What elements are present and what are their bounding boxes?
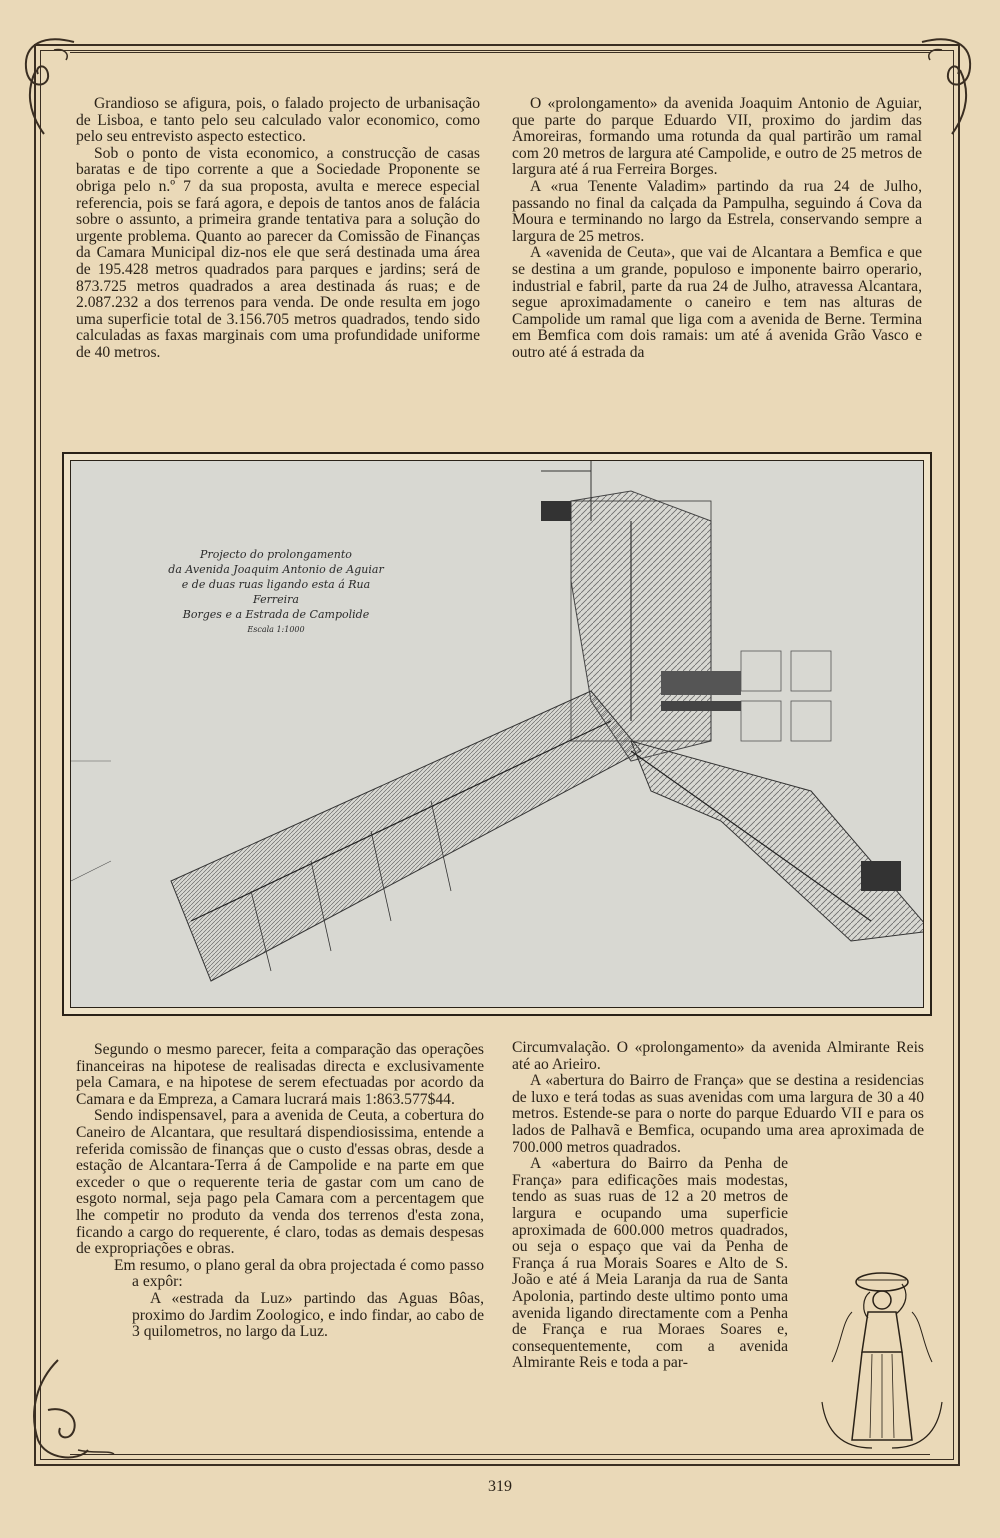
paragraph: A «abertura do Bairro de França» que se destina a residencias de luxo e terá todas as suas avenidas com uma largura de 30 a 40 metros. Estende-se para o norte do parque Eduardo VII e para os lados de Palhavã e Bemfica, ocupando uma area aproximada de 700.000 metros quadrados. bbox=[512, 1072, 924, 1156]
map-caption-line: da Avenida Joaquim Antonio de Aguiar bbox=[168, 563, 384, 576]
paragraph: Sendo indispensavel, para a avenida de Ceuta, a cobertura do Caneiro de Alcantara, que resultará dispendiosissima, entende a referida comissão de finanças que o custo d'essas obras, desde a estação de Alcantara-Terra á de Campolide e na parte em que exceder o que o requerente teria de gastar com um cano de esgoto normal, seja pago pela Camara com a percentagem que lhe competir no produto da venda dos terrenos d'esta zona, ficando a cargo do requerente, é claro, todas as demais despesas de expropriações e obras. bbox=[76, 1107, 484, 1258]
map-caption bbox=[161, 547, 391, 637]
paragraph: O «prolongamento» da avenida Joaquim Antonio de Aguiar, que parte do parque Eduardo VII, proximo do jardim das Amoreiras, formando uma rotunda da qual partirão um ramal com 20 metros de largura até Campolide, e outro de 25 metros de largura até á rua Ferreira Borges. bbox=[512, 95, 922, 179]
summary-item: A «estrada da Luz» partindo das Aguas Bôas, proximo do Jardim Zoologico, e indo findar, ao cabo de 3 quilometros, no largo da Luz. bbox=[132, 1289, 484, 1341]
ornament-top-left-icon bbox=[14, 30, 84, 140]
text-column-top-right bbox=[512, 96, 922, 362]
city-plan-map-icon bbox=[71, 461, 923, 1007]
paragraph: A «avenida de Ceuta», que vai de Alcantara a Bemfica e que se destina a um grande, populoso e imponente bairro operario, industrial e fabril, parte da rua 24 de Julho, atravessa Alcantara, segue aproximadamente o caneiro e tem nas alturas de Campolide um ramal que liga com a avenida de Berne. Termina em Bemfica com dois ramais: um até á avenida Grão Vasco e outro até á estrada da bbox=[512, 244, 922, 361]
map-figure bbox=[62, 452, 932, 1016]
map-caption-line: Projecto do prolongamento bbox=[200, 548, 352, 561]
woman-carrying-basket-icon bbox=[812, 1262, 952, 1452]
text-column-bottom-left bbox=[76, 1042, 484, 1341]
paragraph: Grandioso se afigura, pois, o falado projecto de urbanisação de Lisboa, e tanto pelo seu calculado valor economico, como pelo seu entrevisto aspecto estectico. bbox=[76, 95, 480, 146]
ornament-top-right-icon bbox=[912, 30, 982, 140]
map-caption-line: e de duas ruas ligando esta á Rua Ferreira bbox=[181, 578, 371, 606]
border-rule-top bbox=[70, 52, 930, 53]
text-column-top-left bbox=[76, 96, 480, 362]
paragraph: A «abertura do Bairro da Penha de França» para edificações mais modestas, tendo as suas ruas de 12 a 20 metros de largura e ocupando uma superficie aproximada de 600.000 metros quadrados, ou seja o espaço que vai da Penha de França á rua Morais Soares e Alto de S. João e até á Meia Laranja da rua de Santa Apolonia, partindo deste ultimo ponto uma avenida ligando directamente com a Penha de França e rua Moraes Soares e, consequentemente, com a avenida Almirante Reis e toda a par- bbox=[512, 1155, 788, 1372]
map-plate bbox=[70, 460, 924, 1008]
paragraph: A «rua Tenente Valadim» partindo da rua 24 de Julho, passando no final da calçada da Pampulha, seguindo á Cova da Moura e terminando no largo da Estrela, conservando sempre a largura de 25 metros. bbox=[512, 177, 922, 245]
page-number: 319 bbox=[488, 1478, 512, 1495]
map-scale-note: Escala 1:1000 bbox=[247, 625, 305, 634]
paragraph: Sob o ponto de vista economico, a construcção de casas baratas e de tipo corrente a que a Sociedade Proponente se obriga pelo n.º 7 da sua proposta, avulta e merece especial referencia, pois se fará agora, e depois de tantos anos de falácia sobre o assunto, a primeira grande tentativa para a solução do urgente problema. Quanto ao parecer da Comissão de Finanças da Camara Municipal diz-nos ele que será destinada uma área de 195.428 metros quadrados para parques e jardins; será de 873.725 metros quadrados a area destinada ás ruas; e de 2.087.232 a dos terrenos para venda. De onde resulta em jogo uma superficie total de 3.156.705 metros quadrados, tendo sido calculadas as faxas marginais com uma profundidade uniforme de 40 metros. bbox=[76, 144, 480, 361]
summary-intro: Em resumo, o plano geral da obra projectada é como passo a expôr: bbox=[114, 1256, 484, 1291]
paragraph: Segundo o mesmo parecer, feita a comparação das operações financeiras na hipotese de realisadas directa e exclusivamente pela Camara, e na hipotese de serem efectuadas por acordo da Camara e da Empreza, a Camara lucrará mais 1:863.577$44. bbox=[76, 1041, 484, 1108]
paragraph: Circumvalação. O «prolongamento» da avenida Almirante Reis até ao Arieiro. bbox=[512, 1039, 924, 1073]
border-rule-bottom bbox=[70, 1454, 930, 1455]
map-caption-line: Borges e a Estrada de Campolide bbox=[182, 608, 370, 621]
ornament-bottom-left-icon bbox=[18, 1350, 118, 1470]
